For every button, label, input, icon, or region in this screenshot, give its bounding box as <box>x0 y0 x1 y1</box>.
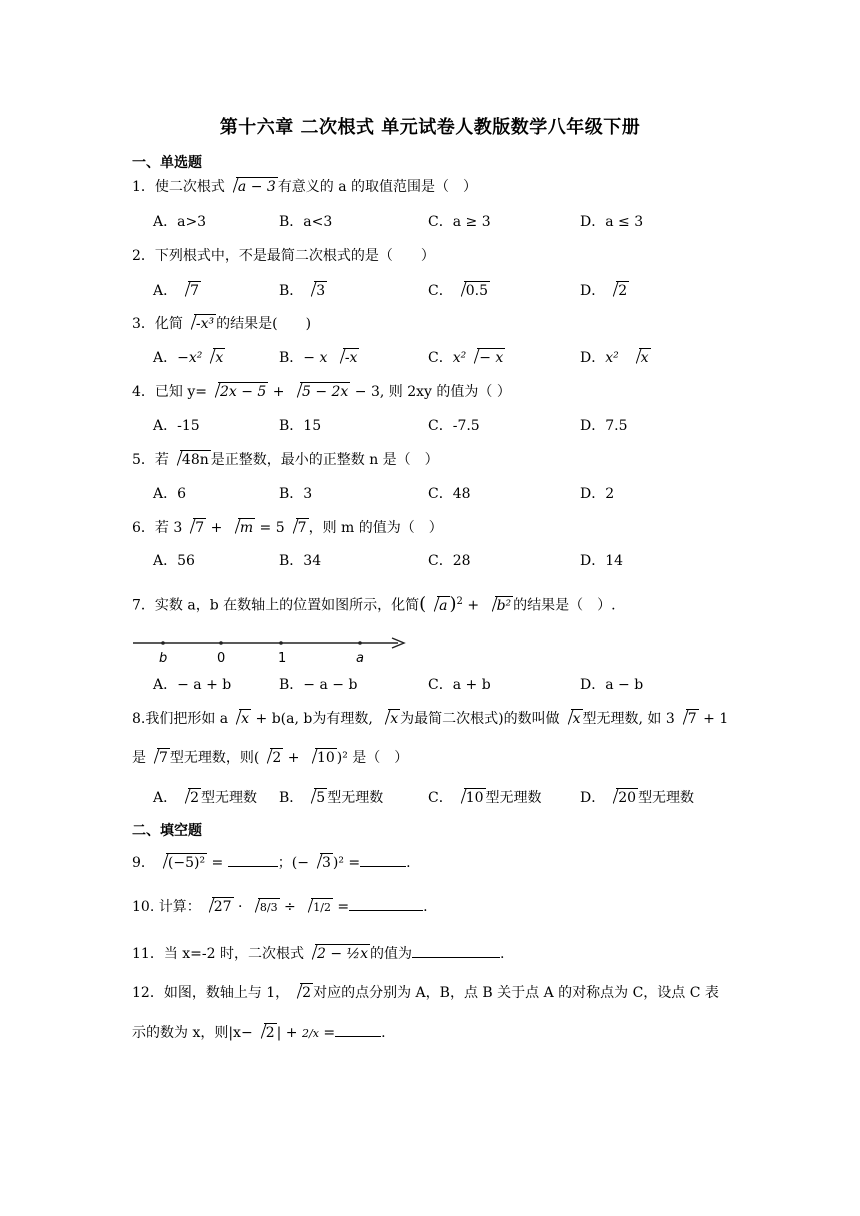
option-radicand: 0.5 <box>465 283 488 299</box>
number-line-figure <box>130 632 410 666</box>
q6-radicand-3: 7 <box>297 520 307 536</box>
q8-text-h: )² 是（ ） <box>336 750 409 766</box>
option-b[interactable]: B．3 <box>279 486 313 502</box>
option-a[interactable] <box>153 347 225 369</box>
question-5 <box>132 449 439 471</box>
q7-prefix: 7．实数 a，b 在数轴上的位置如图所示，化简 <box>132 597 420 614</box>
option-radicand: 7 <box>190 283 200 299</box>
question-8-line-1 <box>132 708 728 730</box>
q12-text-b: 对应的点分别为 A，B，点 B 关于点 A 的对称点为 C，设点 C 表 <box>313 985 719 1001</box>
sqrt-symbol <box>454 787 486 809</box>
q6-prefix: 6．若 3 <box>132 520 183 536</box>
q4-suffix: − 3, 则 2xy 的值为（ ） <box>350 384 511 400</box>
q12-fraction: 2/x <box>301 1027 319 1040</box>
q7-options <box>153 674 713 696</box>
q12-text-a: 12．如图，数轴上与 1， <box>132 985 290 1001</box>
option-radicand: 2 <box>190 790 200 806</box>
option-d[interactable]: D．2 <box>580 486 615 502</box>
question-9 <box>132 852 411 874</box>
option-d[interactable]: D．7.5 <box>580 418 628 434</box>
point-0 <box>219 641 223 645</box>
option-b[interactable]: B．a<3 <box>279 214 333 230</box>
sqrt-symbol <box>208 381 268 403</box>
q7-radicand-2: b² <box>496 597 512 614</box>
option-label: C． <box>428 790 453 806</box>
q8-plus: + <box>283 750 304 766</box>
sqrt-symbol <box>178 787 201 809</box>
option-a[interactable] <box>153 787 257 809</box>
q7-radicand-1: a <box>439 597 448 614</box>
q4-radicand-1: 2x − 5 <box>220 384 267 400</box>
q9-after: )² = <box>332 855 361 871</box>
option-radicand: − x <box>479 350 504 366</box>
section-fill-blank: 二、填空题 <box>132 823 202 839</box>
sqrt-symbol: x <box>229 708 251 730</box>
q8-text-b: + b(a, b为有理数, <box>251 711 378 727</box>
sqrt-symbol <box>170 449 211 471</box>
q8-text-f: 是 <box>132 750 146 766</box>
q8-text-a: 8.我们把形如 a <box>132 711 229 727</box>
sqrt-symbol <box>304 787 327 809</box>
question-1 <box>132 176 477 198</box>
q7-suffix: 的结果是（ ）. <box>513 597 616 614</box>
sqrt-symbol <box>304 280 327 302</box>
q9-radicand-1: (−5)² <box>167 855 206 871</box>
option-c[interactable] <box>428 280 490 302</box>
q10-prefix: 10. 计算： <box>132 899 201 915</box>
q12-text-d: | + <box>276 1025 302 1041</box>
q3-radicand: -x³ <box>195 316 215 332</box>
option-b[interactable] <box>279 347 359 369</box>
option-label: B． <box>279 283 304 299</box>
q1-prefix: 1．使二次根式 <box>132 179 225 195</box>
option-label: D． <box>580 350 606 366</box>
q7-plus: + <box>462 597 484 614</box>
section-single-choice: 一、单选题 <box>132 155 202 171</box>
sqrt-symbol <box>184 313 216 335</box>
option-c[interactable]: C．-7.5 <box>428 418 480 434</box>
q8-text-g: 型无理数，则( <box>169 750 260 766</box>
sqrt-symbol <box>254 1022 277 1044</box>
option-radicand: 20 <box>618 790 637 806</box>
option-coef: −x² <box>177 350 203 366</box>
option-d[interactable]: D．14 <box>580 553 624 569</box>
q5-prefix: 5．若 <box>132 452 169 468</box>
sqrt-symbol <box>156 852 207 874</box>
sqrt-symbol <box>178 280 201 302</box>
axis-label-0: 0 <box>217 651 226 666</box>
option-a[interactable]: A．− a + b <box>153 677 232 693</box>
sqrt-symbol <box>228 517 255 539</box>
q10-dot: · <box>233 899 247 915</box>
q1-options <box>153 211 713 233</box>
sqrt-symbol <box>485 595 514 617</box>
option-a[interactable]: A．a>3 <box>153 214 207 230</box>
sqrt-symbol: 7 <box>147 747 170 769</box>
option-radicand: 5 <box>316 790 326 806</box>
q6-radicand-2: m <box>239 520 254 536</box>
option-d[interactable] <box>580 347 651 369</box>
q8-text-c: 为最简二次根式)的数叫做 <box>400 711 560 727</box>
option-label: D． <box>580 283 606 299</box>
option-coef: x² <box>605 350 628 366</box>
option-a[interactable]: A．56 <box>153 553 195 569</box>
option-radicand: 2 <box>618 283 628 299</box>
question-2: 2．下列根式中，不是最简二次根式的是（ ） <box>132 248 435 264</box>
point-1 <box>279 641 283 645</box>
option-b[interactable]: B．15 <box>279 418 322 434</box>
q10-end: . <box>423 899 428 915</box>
option-c[interactable]: C．a ≥ 3 <box>428 214 491 230</box>
q4-radicand-2: 5 − 2x <box>301 384 349 400</box>
q11-prefix: 11．当 x=-2 时，二次根式 <box>132 946 304 962</box>
q3-prefix: 3．化简 <box>132 316 183 332</box>
sqrt-symbol: 7 <box>676 708 699 730</box>
sqrt-symbol <box>248 896 280 918</box>
question-12-line-2 <box>132 1022 386 1045</box>
q10-radicand-3: 1/2 <box>311 898 333 917</box>
option-c[interactable]: C．48 <box>428 486 471 502</box>
q11-radicand: 2 − ½x <box>316 946 368 962</box>
option-b[interactable] <box>279 787 383 809</box>
sqrt-symbol <box>202 896 234 918</box>
sqrt-symbol <box>310 852 333 874</box>
q3-options <box>153 347 713 369</box>
q4-plus: + <box>268 384 289 400</box>
sqrt-symbol: 10 <box>305 747 337 769</box>
q4-options <box>153 415 713 437</box>
option-label: D． <box>580 790 606 806</box>
option-d[interactable] <box>580 787 694 809</box>
option-c[interactable]: C．28 <box>428 553 471 569</box>
option-a[interactable] <box>153 280 201 302</box>
q9-radicand-2: 3 <box>321 855 331 871</box>
sqrt-symbol: 2 <box>260 747 283 769</box>
q5-suffix: 是正整数，最小的正整数 n 是（ ） <box>210 452 439 468</box>
option-b[interactable]: B．− a − b <box>279 677 358 693</box>
q10-radicand-2: 8/3 <box>258 898 280 917</box>
question-12-line-1 <box>132 982 719 1004</box>
sqrt-symbol <box>606 280 629 302</box>
answer-blank[interactable] <box>349 896 423 911</box>
q6-plus: + <box>206 520 227 536</box>
option-suffix: 型无理数 <box>201 790 258 806</box>
q10-equals: = <box>332 899 350 915</box>
sqrt-symbol <box>305 943 370 965</box>
q4-prefix: 4．已知 y= <box>132 384 207 400</box>
sqrt-symbol: x <box>561 708 583 730</box>
question-8-line-2 <box>132 747 408 769</box>
q3-suffix: 的结果是( ) <box>216 316 312 332</box>
sqrt-symbol <box>606 787 638 809</box>
sqrt-symbol <box>301 896 333 918</box>
q9-sep: ；(− <box>277 855 309 871</box>
point-b <box>161 641 165 645</box>
option-radicand: x <box>640 350 649 366</box>
option-b[interactable]: B．34 <box>279 553 322 569</box>
option-radicand: 10 <box>465 790 484 806</box>
sqrt-symbol <box>629 347 651 369</box>
q9-prefix: 9． <box>132 855 155 871</box>
sqrt-symbol <box>333 347 360 369</box>
q11-end: . <box>500 946 505 962</box>
q12-equals: = <box>318 1025 336 1041</box>
q5-radicand: 48n <box>181 452 209 468</box>
answer-blank[interactable] <box>412 943 500 958</box>
sqrt-symbol <box>454 280 490 302</box>
q6-radicand-1: 7 <box>195 520 205 536</box>
option-suffix: 型无理数 <box>485 790 542 806</box>
q1-suffix: 有意义的 a 的取值范围是（ ） <box>277 179 478 195</box>
axis-label-1: 1 <box>278 651 287 666</box>
option-radicand: 3 <box>316 283 326 299</box>
question-11 <box>132 943 504 965</box>
q8-options <box>153 787 713 809</box>
option-label: C． <box>428 283 453 299</box>
question-3 <box>132 313 311 335</box>
option-radicand: x <box>215 350 224 366</box>
sqrt-symbol <box>183 517 206 539</box>
q6-options <box>153 550 713 572</box>
q10-radicand-1: 27 <box>213 899 232 915</box>
option-c[interactable] <box>428 347 505 369</box>
page-title: 第十六章 二次根式 单元试卷人教版数学八年级下册 <box>219 117 641 138</box>
option-suffix: 型无理数 <box>327 790 384 806</box>
option-coef: x² <box>452 350 467 366</box>
option-a[interactable]: A．-15 <box>153 418 200 434</box>
q6-suffix: ，则 m 的值为（ ） <box>308 520 443 536</box>
q12-end: . <box>381 1025 386 1041</box>
option-label: C． <box>428 350 453 366</box>
option-label: B． <box>279 350 304 366</box>
question-6 <box>132 517 443 539</box>
option-d[interactable]: D．a ≤ 3 <box>580 214 644 230</box>
answer-blank[interactable] <box>360 852 406 867</box>
question-7: 7．实数 a，b 在数轴上的位置如图所示，化简( a )$^2$ + b² 的结果是（ ）. <box>132 593 616 615</box>
option-label: B． <box>279 790 304 806</box>
sqrt-symbol <box>427 595 449 617</box>
question-4 <box>132 381 511 403</box>
option-b[interactable] <box>279 280 327 302</box>
option-d[interactable] <box>580 280 629 302</box>
option-c[interactable]: C．a + b <box>428 677 491 693</box>
q2-options <box>153 280 713 302</box>
q9-end: . <box>406 855 411 871</box>
option-suffix: 型无理数 <box>638 790 695 806</box>
sqrt-symbol <box>290 982 313 1004</box>
option-label: A． <box>153 283 178 299</box>
sqrt-symbol <box>226 176 278 198</box>
option-radicand: -x <box>344 350 358 366</box>
axis-label-b: b <box>159 651 168 666</box>
point-a <box>358 641 362 645</box>
sqrt-symbol <box>290 381 350 403</box>
q1-radicand: a − 3 <box>237 179 276 195</box>
option-c[interactable] <box>428 787 542 809</box>
q12-radicand-2: 2 <box>265 1025 275 1041</box>
option-a[interactable]: A．6 <box>153 486 187 502</box>
sqrt-symbol <box>467 347 505 369</box>
option-label: A． <box>153 350 178 366</box>
question-10 <box>132 896 428 918</box>
q9-equals: = <box>207 855 228 871</box>
q11-suffix: 的值为 <box>370 946 412 962</box>
q8-text-d: 型无理数, 如 3 <box>582 711 675 727</box>
sqrt-symbol <box>203 347 225 369</box>
q10-divide: ÷ <box>279 899 301 915</box>
answer-blank[interactable] <box>228 852 278 867</box>
axis-label-a: a <box>356 651 364 666</box>
answer-blank[interactable] <box>335 1022 381 1037</box>
q12-text-c: 示的数为 x，则|x− <box>132 1025 253 1041</box>
sqrt-symbol <box>286 517 309 539</box>
sqrt-symbol: x <box>378 708 400 730</box>
q8-text-e: + 1 <box>698 711 729 727</box>
option-label: A． <box>153 790 178 806</box>
option-d[interactable]: D．a − b <box>580 677 644 693</box>
q6-equals: = 5 <box>255 520 285 536</box>
q12-radicand-1: 2 <box>302 985 312 1001</box>
q5-options <box>153 483 713 505</box>
option-coef: − x <box>303 350 332 366</box>
